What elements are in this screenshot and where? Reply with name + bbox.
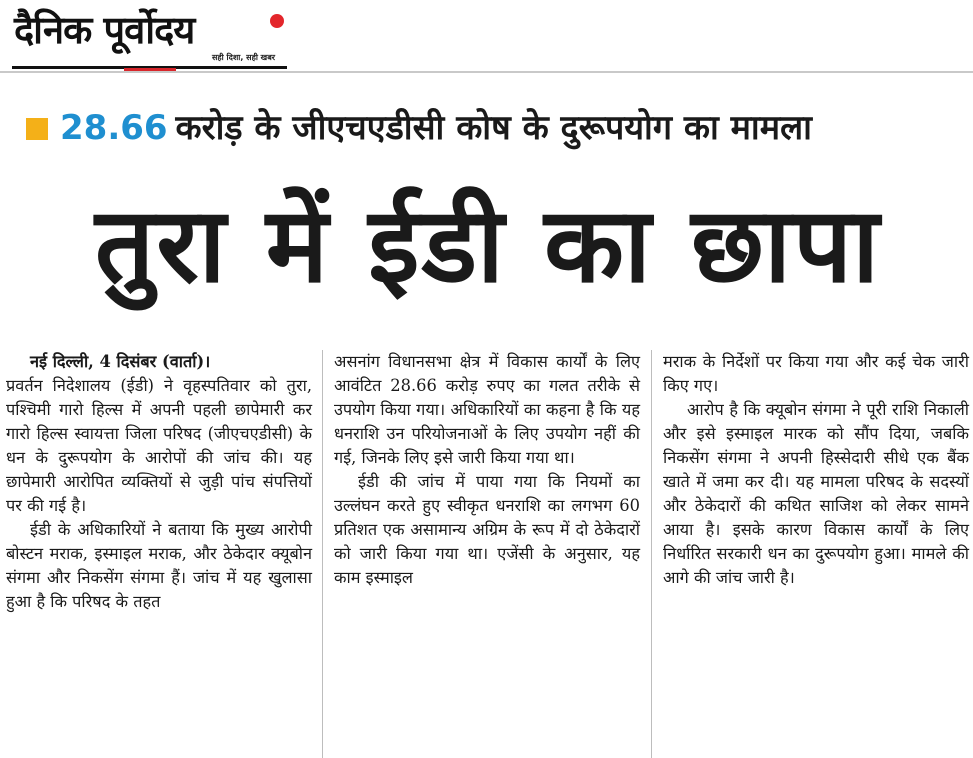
kicker-bullet-square — [26, 118, 48, 140]
column-divider — [322, 350, 323, 758]
kicker-line — [60, 104, 812, 152]
article-paragraph — [6, 350, 312, 374]
article-column-2 — [334, 350, 640, 590]
newspaper-tagline: सही दिशा, सही खबर — [212, 53, 276, 62]
kicker-number: 28.66 — [60, 108, 168, 148]
logo-red-dot — [270, 14, 284, 28]
column-divider — [651, 350, 652, 758]
newspaper-masthead — [12, 6, 287, 74]
kicker-text: करोड़ के जीएचएडीसी कोष के दुरूपयोग का मामला — [175, 108, 812, 148]
header-divider — [0, 71, 973, 73]
article-paragraph: ईडी की जांच में पाया गया कि नियमों का उल्लंघन करते हुए स्वीकृत धनराशि का लगभग 60 प्रतिशत एक असामान्य अग्रिम के रूप में दो ठेकेदारों को जारी किया गया था। एजेंसी के अनुसार, यह काम इस्माइल — [334, 472, 640, 587]
article-paragraph: मराक के निर्देशों पर किया गया और कई चेक जारी किए गए। — [663, 352, 969, 395]
article-paragraph: ईडी के अधिकारियों ने बताया कि मुख्य आरोपी बोस्टन मराक, इस्माइल मराक, और ठेकेदार क्यूबोन संगमा और निकसेंग संगमा हैं। जांच में यह खुलासा हुआ है कि परिषद के तहत — [6, 520, 312, 611]
article-paragraph: प्रवर्तन निदेशालय (ईडी) ने वृहस्पतिवार को तुरा, पश्चिमी गारो हिल्स में अपनी पहली छापेमारी कर गारो हिल्स स्वायत्ता जिला परिषद (जीएचएडीसी) के धन के दुरूपयोग के आरोपों की जांच की। यह छापेमारी आरोपित व्यक्तियों से जुड़ी पांच संपत्तियों पर की गई है। — [6, 376, 312, 515]
article-paragraph: असनांग विधानसभा क्षेत्र में विकास कार्यों के लिए आवंटित 28.66 करोड़ रुपए का गलत तरीके से उपयोग किया गया। अधिकारियों का कहना है कि यह धनराशि उन परियोजनाओं के लिए उपयोग नहीं की गई, जिनके लिए इसे जारी किया गया था। — [334, 352, 640, 467]
article-paragraph: आरोप है कि क्यूबोन संगमा ने पूरी राशि निकाली और इसे इस्माइल मारक को सौंप दिया, जबकि निकसेंग संगमा ने अपनी हिस्सेदारी सीधे एक बैंक खाते में जमा कर दी। यह मामला परिषद के सदस्यों और ठेकेदारों की कथित साजिश को लेकर सामने आया है। इसके कारण विकास कार्यों के लिए निर्धारित सरकारी धन का दुरूपयोग हुआ। मामले की आगे की जांच जारी है। — [663, 400, 969, 587]
article-column-3 — [663, 350, 969, 590]
article-column-1 — [6, 350, 312, 614]
main-headline: तुरा में ईडी का छापा — [94, 184, 882, 306]
newspaper-logo-title: दैनिक पूर्वोदय — [14, 8, 195, 52]
dateline: नई दिल्ली, 4 दिसंबर (वार्ता)। — [30, 352, 211, 371]
